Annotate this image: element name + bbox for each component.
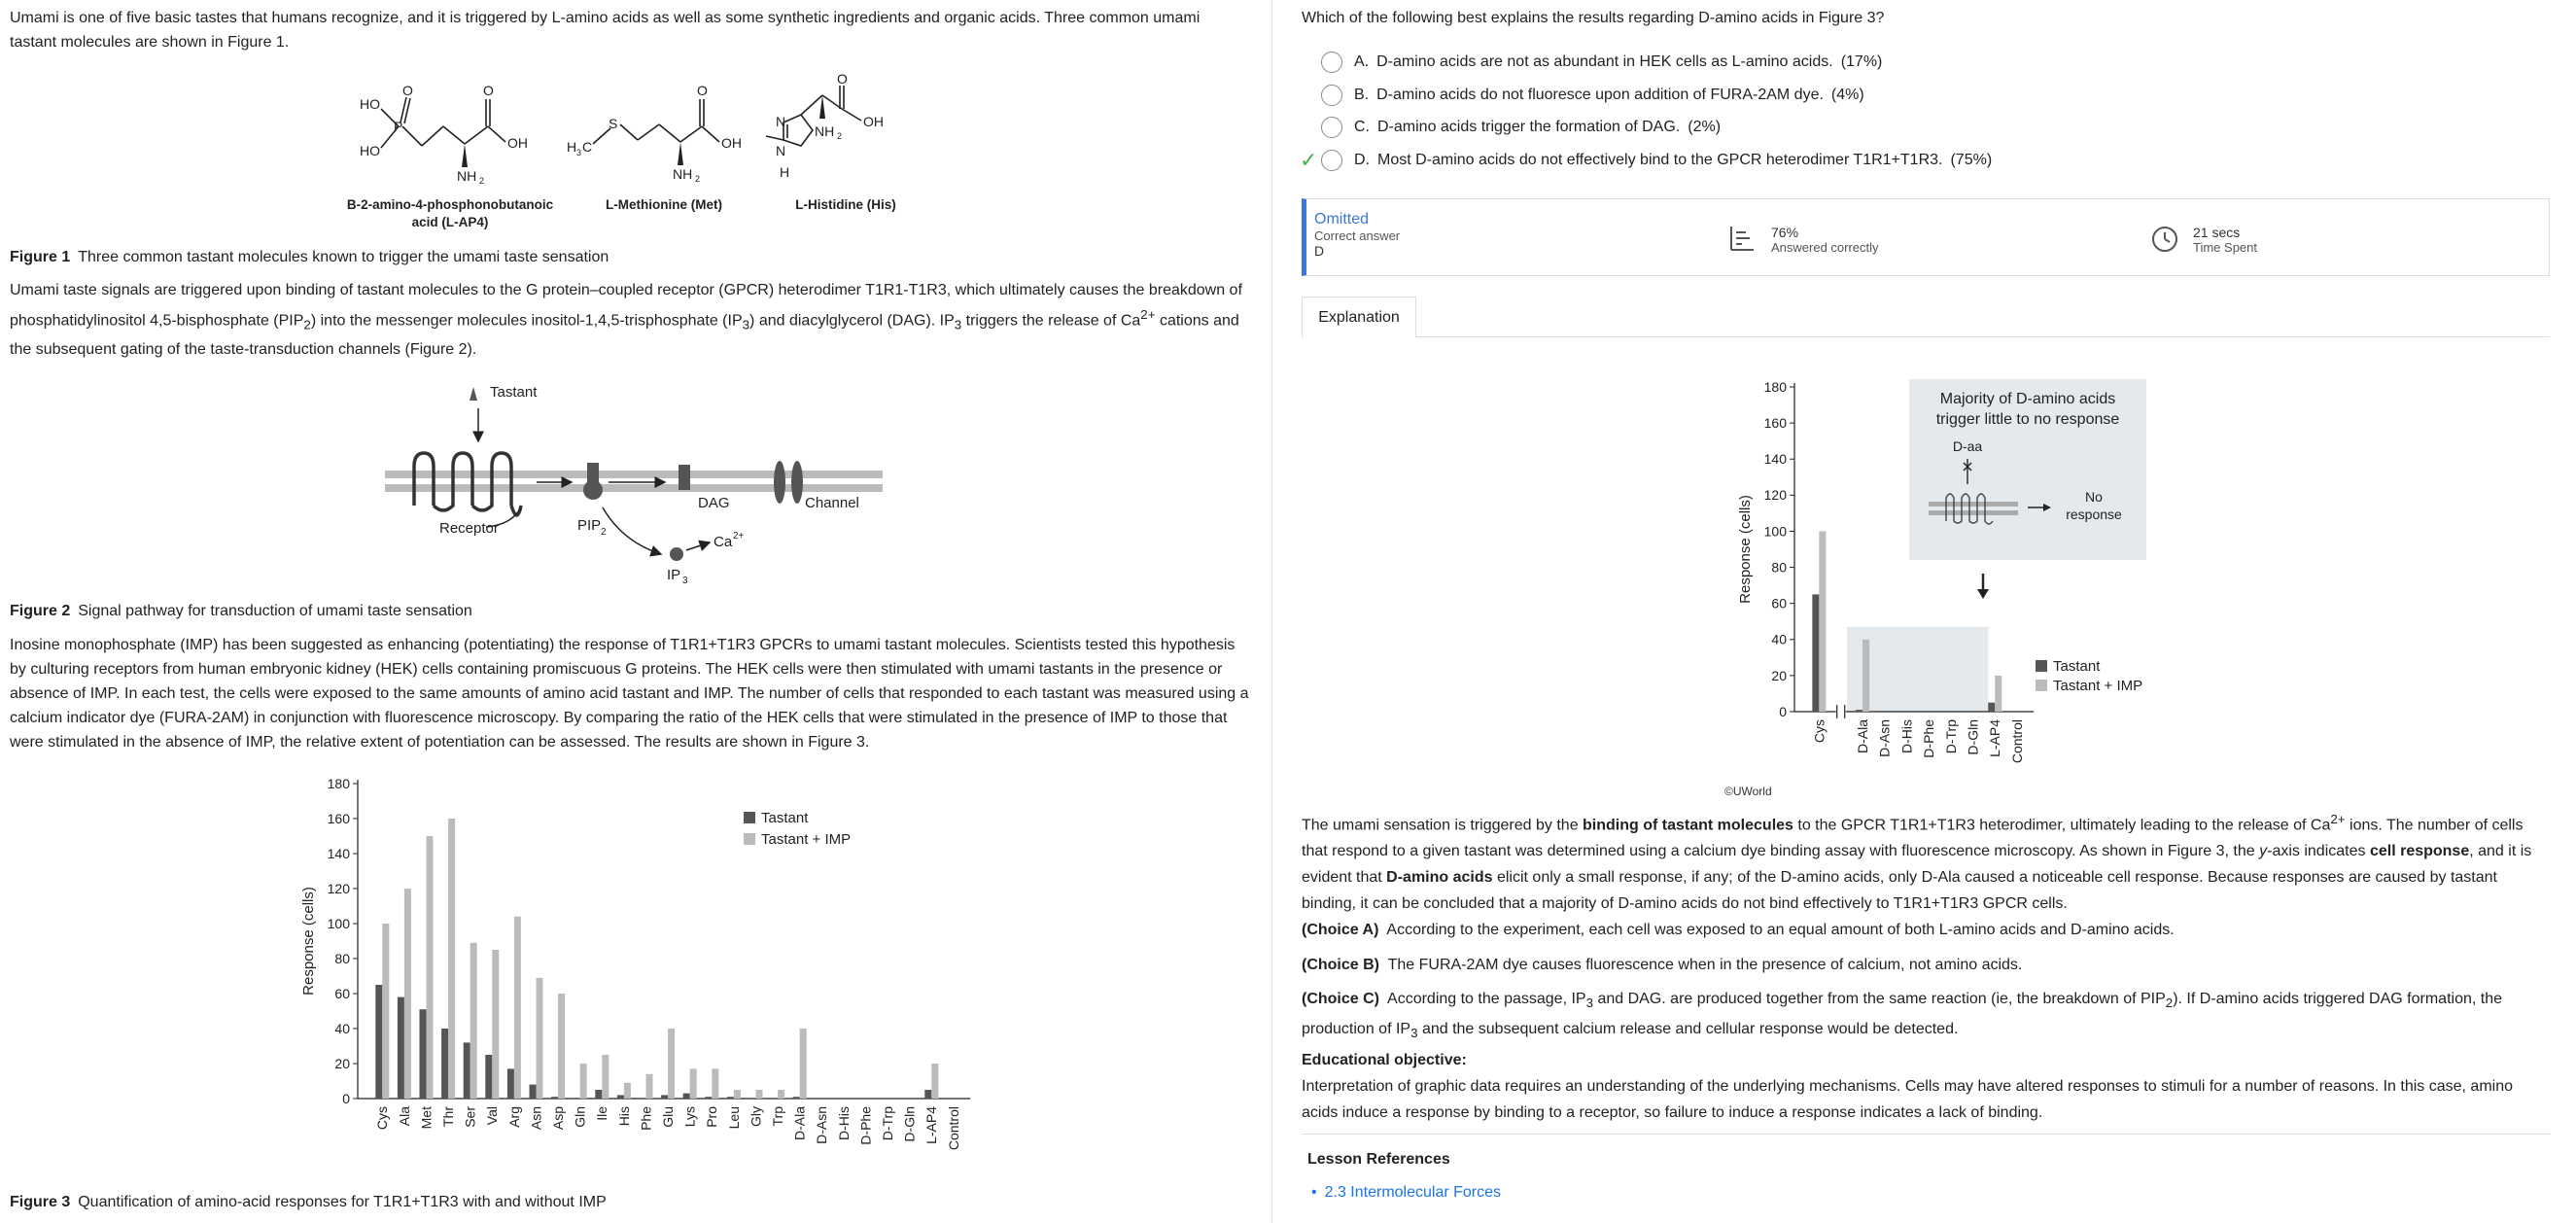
passage-paragraph-3: Inosine monophosphate (IMP) has been suggested as enhancing (potentiating) the response of T1R1+T1R3 GPCRs to umami tastant molecules. Scientists tested this hypothesis by culturing receptors from human embryonic kidney (HEK) cells containing promiscuous G proteins. The HEK cells were then stimulated with umami tastants in the presence or absence of IMP. In each test, the cells were exposed to the same amounts of amino acid tastant and IMP. The number of cells that responded to each tastant was measured using a calcium indicator dye (FURA-2AM) in conjunction with fluorescence microscopy. By comparing the ratio of the HEK cells that were stimulated in the presence of IMP to those that were stimulated in the absence of IMP, the relative extent of potentiation can be assessed. The results are shown in Figure 3. — [10, 637, 1249, 751]
y-tick-label: 180 — [327, 775, 350, 791]
y-tick-label: 100 — [327, 915, 350, 931]
x-tick-label: D-Trp — [880, 1106, 895, 1141]
x-tick-label: Asn — [528, 1106, 544, 1131]
radio-button-d[interactable] — [1321, 150, 1342, 171]
x-tick-label: D-Asn — [814, 1106, 830, 1144]
svg-text:O: O — [483, 83, 494, 98]
educational-objective-title: Educational objective: — [1302, 1052, 1467, 1068]
question-stem: Which of the following best explains the results regarding D-amino acids in Figure 3? — [1302, 10, 1885, 26]
y-axis-label: Response (cells) — [1737, 495, 1754, 604]
bar-tastant-asp — [551, 1097, 558, 1099]
y-tick-label: 140 — [1763, 451, 1787, 468]
y-tick-label: 40 — [334, 1020, 350, 1036]
legend-swatch-tastant — [744, 812, 755, 823]
bar-tastant-lys — [683, 1094, 690, 1099]
x-tick-label: D-Gln — [1965, 719, 1981, 755]
svg-text:P: P — [394, 119, 403, 134]
svg-text:S: S — [609, 116, 618, 131]
svg-text:N: N — [776, 143, 786, 158]
x-tick-label: Met — [418, 1106, 435, 1130]
bar-tastant-imp-met — [427, 836, 434, 1099]
x-tick-label: Cys — [1811, 719, 1828, 744]
x-tick-label: D-His — [1898, 719, 1915, 753]
legend-swatch-tastant-imp — [744, 833, 755, 845]
x-tick-label: Ala — [396, 1106, 412, 1127]
explanation-choice-c: (Choice C) According to the passage, $IP_3$ and DAG. are produced together from the same reaction (ie, the breakdown of $PIP_2$). If D-amino acids triggered DAG formation, the production of $IP_3$ and the subsequent calcium release and cellular response would be detected. — [1302, 991, 2502, 1041]
legend-swatch-tastant — [2036, 660, 2047, 672]
svg-text:IP: IP — [667, 567, 681, 583]
molecule-name-met: L-Methionine (Met) — [606, 197, 722, 212]
bar-stats-icon — [1728, 225, 1756, 252]
molecule-name-lap4: B-2-amino-4-phosphonobutanoic acid (L-AP4) — [346, 197, 554, 229]
y-tick-label: 20 — [334, 1055, 350, 1071]
copyright-notice: ©UWorld — [1724, 785, 1772, 798]
clock-icon — [2150, 225, 2179, 254]
bar-tastant-imp-ala — [404, 889, 411, 1099]
bar-tastant-imp-cys — [382, 924, 389, 1099]
bar-tastant-imp-arg — [514, 917, 521, 1099]
svg-text:2: 2 — [601, 527, 607, 538]
correct-answer-value: D — [1314, 243, 1325, 259]
x-tick-label: D-Ala — [1854, 719, 1870, 754]
y-tick-label: 140 — [327, 845, 350, 861]
bar-tastant-imp-l-ap4 — [931, 1064, 938, 1099]
bar-tastant-imp-d-ala — [800, 1029, 807, 1099]
svg-text:2: 2 — [695, 174, 701, 184]
x-tick-label: Gly — [748, 1106, 764, 1127]
bar-tastant-val — [485, 1055, 492, 1099]
bar-tastant-imp-leu — [734, 1090, 741, 1099]
section-divider — [1302, 1134, 2551, 1135]
svg-text:Ca: Ca — [714, 534, 733, 550]
x-tick-label: Phe — [638, 1106, 654, 1131]
legend-label: Tastant + IMP — [761, 831, 852, 848]
time-spent: 21 secs — [2193, 225, 2241, 240]
x-tick-label: Thr — [440, 1106, 456, 1127]
bar-tastant-imp-l-ap4 — [1995, 676, 2002, 712]
bar-tastant-ala — [398, 997, 404, 1099]
lesson-reference-item: • 2.3 Intermolecular Forces — [1311, 1184, 1502, 1201]
x-tick-label: D-His — [835, 1106, 852, 1140]
down-arrow-head — [1977, 589, 1989, 599]
y-tick-label: 0 — [342, 1090, 350, 1106]
annotation-response: response — [2066, 507, 2122, 522]
x-tick-label: Arg — [505, 1106, 522, 1128]
svg-text:NH: NH — [815, 123, 835, 139]
x-tick-label: Asp — [550, 1106, 566, 1131]
bar-tastant-arg — [507, 1068, 514, 1099]
tab-underline — [1416, 336, 2550, 337]
x-tick-label: D-Gln — [901, 1106, 918, 1142]
bar-tastant-cys — [375, 985, 382, 1099]
figure1-structures — [350, 71, 923, 187]
svg-text:O: O — [837, 71, 848, 87]
svg-text:Channel: Channel — [805, 495, 859, 511]
annotation-line-2: trigger little to no response — [1935, 411, 2120, 428]
svg-text:C: C — [582, 139, 593, 155]
x-tick-label: D-Phe — [857, 1106, 874, 1145]
y-tick-label: 100 — [1763, 523, 1787, 540]
bar-tastant-imp-ile — [602, 1055, 609, 1099]
svg-text:HO: HO — [360, 143, 380, 158]
bar-tastant-cys — [1812, 594, 1819, 712]
x-tick-label: L-AP4 — [923, 1106, 940, 1144]
bar-tastant-imp-his — [624, 1083, 631, 1099]
x-tick-label: Cys — [374, 1106, 391, 1131]
bar-tastant-imp-phe — [646, 1074, 653, 1099]
svg-text:NH: NH — [673, 166, 693, 182]
x-tick-label: Ile — [594, 1106, 610, 1121]
bar-tastant-imp-glu — [668, 1029, 675, 1099]
x-tick-label: Ser — [462, 1106, 478, 1128]
tab-explanation[interactable]: Explanation — [1302, 297, 1416, 337]
x-tick-label: D-Asn — [1876, 719, 1893, 757]
molecule-name-his: L-Histidine (His) — [795, 197, 896, 212]
x-tick-label: Control — [945, 1106, 961, 1151]
x-tick-label: D-Phe — [1921, 719, 1937, 758]
figure3-chart — [292, 768, 972, 1176]
explanation-choice-b: (Choice B) The FURA-2AM dye causes fluorescence when in the presence of calcium, not amino acids. — [1302, 957, 2023, 973]
x-tick-label: Glu — [660, 1106, 676, 1128]
answer-choice-a[interactable]: A. D-amino acids are not as abundant in HEK cells as L-amino acids. (17%) — [1321, 50, 1882, 75]
bar-tastant-glu — [661, 1095, 668, 1099]
bar-tastant-imp-d-ala — [1862, 640, 1869, 712]
svg-text:O: O — [697, 83, 708, 98]
y-tick-label: 120 — [327, 880, 350, 896]
bar-tastant-l-ap4 — [924, 1090, 931, 1099]
y-tick-label: 20 — [1771, 667, 1787, 683]
x-tick-label: His — [615, 1106, 632, 1127]
svg-text:OH: OH — [863, 114, 884, 129]
bar-tastant-imp-cys — [1819, 531, 1826, 712]
bar-tastant-imp-val — [492, 950, 499, 1099]
annotation-no: No — [2085, 489, 2103, 505]
lesson-link[interactable]: 2.3 Intermolecular Forces — [1324, 1184, 1502, 1201]
bar-tastant-imp-trp — [778, 1090, 784, 1099]
mini-membrane — [1929, 502, 2018, 507]
legend-label: Tastant — [2053, 658, 2101, 675]
figure3-caption: Figure 3 Quantification of amino-acid responses for T1R1+T1R3 with and without IMP — [10, 1194, 607, 1210]
answer-choice-d[interactable]: D. Most D-amino acids do not effectively bind to the GPCR heterodimer T1R1+T1R3. (75%) — [1321, 148, 1992, 173]
svg-text:3: 3 — [576, 148, 582, 157]
svg-text:PIP: PIP — [577, 517, 602, 534]
bar-tastant-asn — [530, 1085, 537, 1099]
bar-tastant-pro — [705, 1097, 712, 1099]
x-tick-label: Val — [484, 1106, 501, 1126]
explanation-choice-a: (Choice A) According to the experiment, each cell was exposed to an equal amount of both L-amino acids and D-amino acids. — [1302, 922, 2175, 938]
x-tick-label: Gln — [572, 1106, 588, 1128]
x-tick-label: Lys — [681, 1106, 698, 1128]
bar-tastant-imp-gln — [580, 1064, 587, 1099]
bar-tastant-his — [617, 1095, 624, 1099]
bar-tastant-imp-lys — [690, 1068, 697, 1099]
bar-tastant-imp-gly — [756, 1090, 763, 1099]
lesson-references-title: Lesson References — [1307, 1151, 1450, 1168]
svg-text:DAG: DAG — [698, 495, 730, 511]
annotation-line-1: Majority of D-amino acids — [1939, 391, 2116, 407]
passage-pane — [0, 0, 1271, 1223]
passage-intro: Umami is one of five basic tastes that humans recognize, and it is triggered by L-amino acids as well as some synthetic ingredients and organic acids. Three common umami tastant molecules are shown in Figure 1. — [10, 10, 1201, 51]
bar-tastant-ser — [464, 1042, 470, 1099]
y-tick-label: 120 — [1763, 487, 1787, 504]
bar-tastant-imp-ser — [470, 943, 477, 1099]
svg-text:H: H — [567, 139, 577, 155]
answer-choice-b[interactable]: B. D-amino acids do not fluoresce upon addition of FURA-2AM dye. (4%) — [1321, 83, 1864, 108]
svg-text:OH: OH — [507, 135, 528, 151]
answer-choice-c[interactable]: C. D-amino acids trigger the formation of DAG. (2%) — [1321, 115, 1721, 140]
legend-swatch-tastant-imp — [2036, 680, 2047, 691]
bar-tastant-imp-thr — [448, 819, 455, 1099]
y-tick-label: 80 — [334, 950, 350, 966]
bar-tastant-d-ala — [1856, 710, 1862, 712]
svg-text:HO: HO — [360, 96, 380, 112]
y-tick-label: 160 — [1763, 415, 1787, 432]
question-pane — [1272, 0, 2576, 1223]
figure2-caption: Figure 2 Signal pathway for transduction of umami taste sensation — [10, 603, 472, 619]
y-tick-label: 180 — [1763, 378, 1787, 395]
mini-membrane — [1929, 510, 2018, 515]
svg-text:NH: NH — [457, 168, 477, 184]
svg-text:2+: 2+ — [733, 531, 745, 542]
y-tick-label: 60 — [334, 985, 350, 1001]
y-tick-label: 160 — [327, 810, 350, 826]
x-tick-label: Control — [2008, 719, 2025, 764]
radio-button-b[interactable] — [1321, 85, 1342, 106]
bar-tastant-leu — [727, 1097, 734, 1099]
radio-button-a[interactable] — [1321, 52, 1342, 73]
svg-text:OH: OH — [721, 135, 742, 151]
explanation-chart — [1715, 373, 2162, 782]
passage-paragraph-2: Umami taste signals are triggered upon binding of tastant molecules to the G protein–coupled receptor (GPCR) heterodimer T1R1-T1R3, which ultimately causes the breakdown of phosphatidylinositol 4,5-bisphosphate $(PIP_2)$ into the messenger molecules inositol-1,4,5-trisphosphate $(IP_3)$ and diacylglycerol (DAG). $IP_3$ triggers the release of $Ca^{2+}$ cations and the subsequent gating of the taste-transduction channels (Figure 2). — [10, 282, 1242, 358]
x-tick-label: Trp — [770, 1106, 785, 1127]
legend-label: Tastant + IMP — [2053, 678, 2143, 694]
percent-correct: 76% — [1771, 225, 1799, 240]
bar-tastant-imp-asn — [537, 978, 543, 1099]
answer-stats-panel: Omitted Correct answer D 76% Answered correctly 21 secs Time Spent — [1302, 198, 2550, 276]
svg-text:Tastant: Tastant — [490, 384, 538, 401]
x-tick-label: D-Ala — [791, 1106, 808, 1141]
explanation-paragraph-1: The umami sensation is triggered by the binding of tastant molecules to the GPCR T1R1+T1R3 heterodimer, ultimately leading to the release of $Ca^{2+}$ ions. The number of cells that respond to a given tastant was determined using a calcium dye binding assay with fluorescence microscopy. As shown in Figure 3, the y-axis indicates cell response, and it is evident that D-amino acids elicit only a small response, if any; of the D-amino acids, only D-Ala caused a noticeable cell response. Because responses are caused by tastant binding, it can be concluded that a majority of D-amino acids do not bind effectively to T1R1+T1R3 GPCR cells. — [1302, 812, 2532, 913]
bar-tastant-imp-pro — [712, 1068, 718, 1099]
bar-tastant-ile — [595, 1090, 602, 1099]
legend-label: Tastant — [761, 810, 809, 826]
educational-objective-text: Interpretation of graphic data requires an understanding of the underlying mechanisms. Cells may have altered responses to stimuli for a number of reasons. In this case, amino acids induce a response by binding to a receptor, so failure to induce a response indicates a lack of binding. — [1302, 1078, 2513, 1121]
bar-tastant-thr — [441, 1029, 448, 1099]
answer-status: Omitted — [1314, 211, 1370, 227]
y-tick-label: 60 — [1771, 595, 1787, 612]
svg-text:N: N — [776, 114, 786, 129]
figure1-caption: Figure 1 Three common tastant molecules known to trigger the umami taste sensation — [10, 249, 609, 265]
svg-text:H: H — [780, 164, 790, 180]
bar-tastant-imp-asp — [558, 994, 565, 1099]
svg-text:Receptor: Receptor — [439, 520, 499, 537]
x-tick-label: Pro — [704, 1106, 720, 1128]
bar-tastant-met — [420, 1009, 427, 1099]
svg-text:O: O — [402, 83, 413, 98]
y-axis-label: Response (cells) — [300, 887, 317, 996]
figure2-pathway — [369, 362, 894, 590]
x-tick-label: L-AP4 — [1987, 719, 2003, 757]
bar-tastant-d-ala — [793, 1097, 800, 1099]
y-tick-label: 80 — [1771, 559, 1787, 576]
bar-tastant-l-ap4 — [1988, 703, 1995, 712]
annotation-daa-label: D-aa — [1952, 438, 1983, 454]
svg-text:2: 2 — [479, 176, 485, 186]
x-tick-label: D-Trp — [1942, 719, 1959, 754]
x-tick-label: Leu — [725, 1106, 742, 1130]
y-tick-label: 40 — [1771, 631, 1787, 647]
radio-button-c[interactable] — [1321, 117, 1342, 138]
correct-check-icon: ✓ — [1300, 148, 1318, 172]
svg-text:3: 3 — [682, 576, 688, 586]
svg-text:2: 2 — [837, 131, 843, 141]
y-tick-label: 0 — [1779, 703, 1787, 719]
